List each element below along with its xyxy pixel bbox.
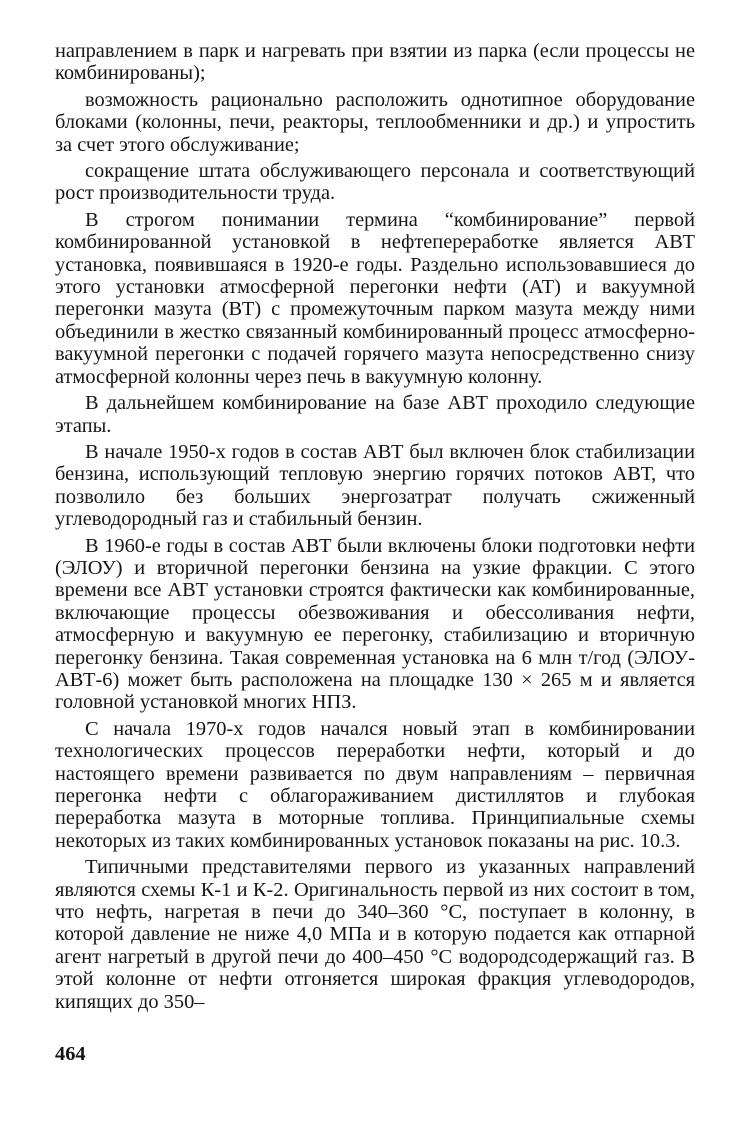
paragraph: Типичными представителями первого из указанных направлений являются схемы К-1 и К-2. Оригинальность первой из них состоит в том, что нефть, нагретая в печи до 340–360 °С, поступает в колонну, в которой давление не ниже 4,0 МПа и в которую подается как отпарной агент нагретый в другой печи до 400–450 °С водородсодержащий газ. В этой колонне от нефти отгоняется широкая фракция углеводородов, кипящих до 350– <box>55 856 695 1013</box>
page-number: 464 <box>55 1043 86 1065</box>
paragraph: В строгом понимании термина “комбинирование” первой комбинированной установкой в нефтепереработке является АВТ установка, появившаяся в 1920-е годы. Раздельно использовавшиеся до этого установки атмосферной перегонки нефти (АТ) и вакуумной перегонки мазута (ВТ) с промежуточным парком мазута между ними объединили в жестко связанный комбинированный процесс атмосферно-вакуумной перегонки с подачей горячего мазута непосредственно снизу атмосферной колонны через печь в вакуумную колонну. <box>55 208 695 388</box>
paragraph: В начале 1950-х годов в состав АВТ был включен блок стабилизации бензина, использующий тепловую энергию горячих потоков АВТ, что позволило без больших энергозатрат получать сжиженный углеводородный газ и стабильный бензин. <box>55 440 695 531</box>
paragraph: возможность рационально расположить однотипное оборудование блоками (колонны, печи, реакторы, теплообменники и др.) и упростить за счет этого обслуживание; <box>55 88 695 156</box>
paragraph: В 1960-е годы в состав АВТ были включены блоки подготовки нефти (ЭЛОУ) и вторичной перегонки бензина на узкие фракции. С этого времени все АВТ установки строятся фактически как комбинированные, включающие процессы обезвоживания и обессоливания нефти, атмосферную и вакуумную ее перегонку, стабилизацию и вторичную перегонку бензина. Такая современная установка на 6 млн т/год (ЭЛОУ-АВТ-6) может быть расположена на площадке 130 × 265 м и является головной установкой многих НПЗ. <box>55 534 695 714</box>
paragraph: направлением в парк и нагревать при взятии из парка (если процессы не комбинированы); <box>55 40 695 85</box>
paragraph: С начала 1970-х годов начался новый этап в комбинировании технологических процессов переработки нефти, который и до настоящего времени развивается по двум направлениям – первичная перегонка нефти с облагораживанием дистиллятов и глубокая переработка мазута в моторные топлива. Принципиальные схемы некоторых из таких комбинированных установок показаны на рис. 10.3. <box>55 717 695 852</box>
paragraph: В дальнейшем комбинирование на базе АВТ проходило следующие этапы. <box>55 392 695 437</box>
paragraph: сокращение штата обслуживающего персонала и соответствующий рост производительности труда. <box>55 160 695 205</box>
page-text-body <box>55 40 695 1013</box>
